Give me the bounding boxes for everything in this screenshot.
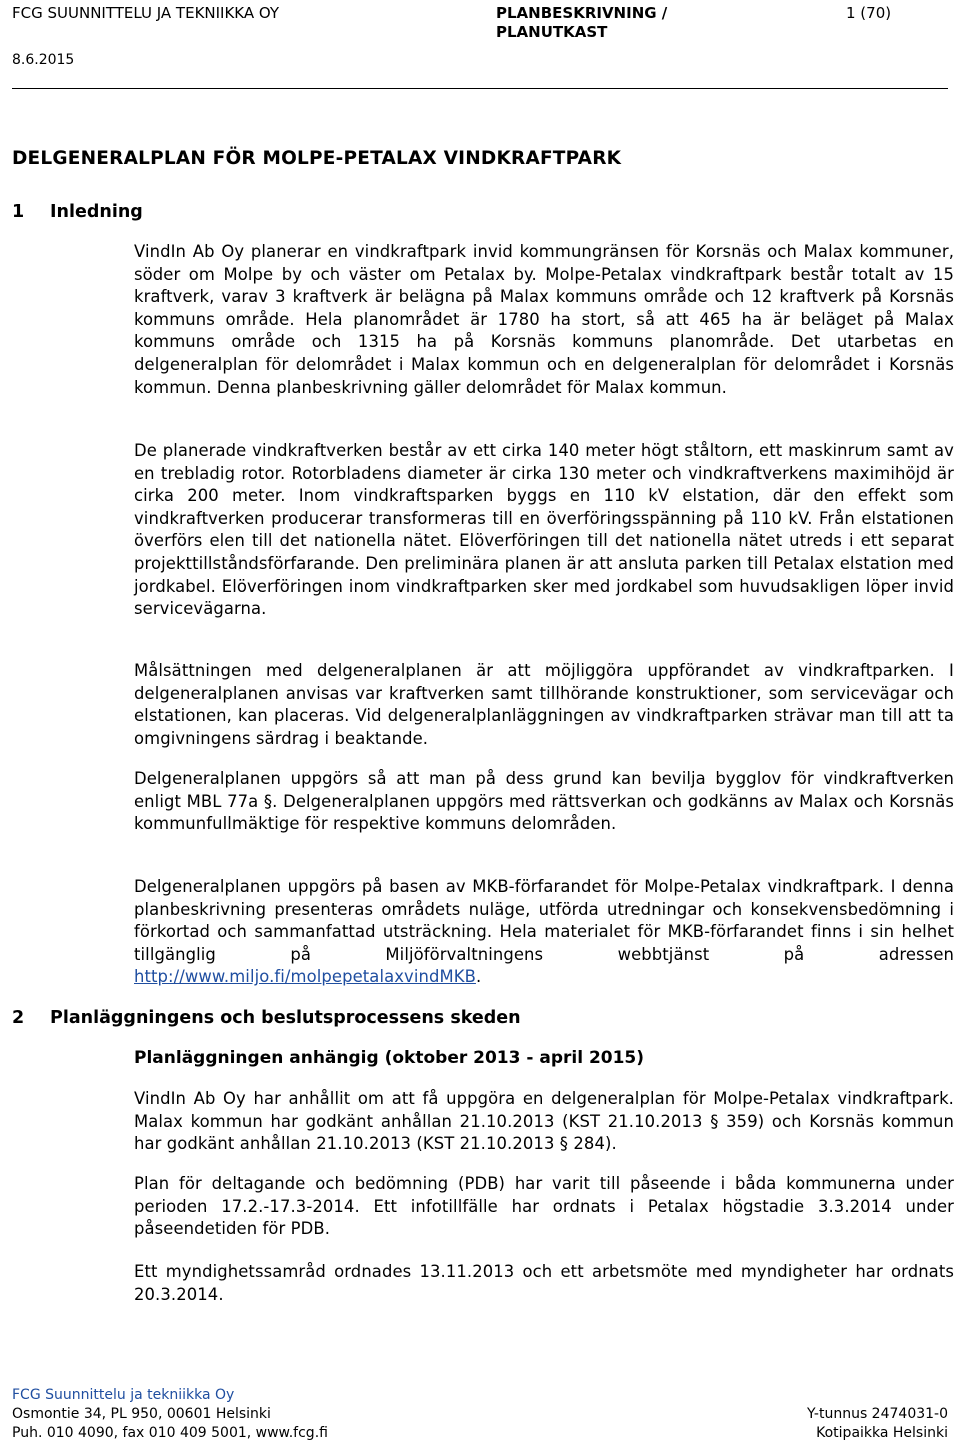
section-1-number: 1	[12, 202, 25, 222]
miljo-link[interactable]: http://www.miljo.fi/molpepetalaxvindMKB	[134, 967, 476, 987]
header-doc-type-line1: PLANBESKRIVNING /	[496, 4, 668, 22]
section-1-heading	[12, 202, 143, 222]
page-footer	[12, 1386, 948, 1443]
footer-address: Osmontie 34, PL 950, 00601 Helsinki	[12, 1406, 271, 1422]
section-2-title: Planläggningens och beslutsprocessens skeden	[50, 1008, 521, 1028]
page-header	[0, 0, 960, 92]
footer-domicile: Kotipaikka Helsinki	[816, 1425, 948, 1441]
section-2-number: 2	[12, 1008, 25, 1028]
header-date: 8.6.2015	[12, 52, 75, 68]
footer-business-id: Y-tunnus 2474031-0	[807, 1406, 948, 1422]
header-company: FCG SUUNNITTELU JA TEKNIIKKA OY	[12, 4, 280, 22]
section-1-paragraph-2: De planerade vindkraftverken består av ett cirka 140 meter högt ståltorn, ett maskinrum samt av en trebladig rotor. Rotorbladens diameter är cirka 130 meter och vindkraftverkens maximihöjd är cirka 200 meter. Inom vindkraftsparken byggs en 110 kV elstation, där den effekt som vindkraftverken producerar transformeras till en överföringsspänning på 110 kV. Från elstationen överförs elen till det nationella nätet. Elöverföringen till det nationella nätet utreds i ett separat projekttillståndsförfarande. Den preliminära planen är att ansluta parken till Petalax elstation med jordkabel. Elöverföringen inom vindkraftparken sker med jordkabel som huvudsakligen löper invid servicevägarna.	[134, 441, 954, 619]
section-2-heading	[12, 1008, 521, 1028]
section-2-paragraph-2: Plan för deltagande och bedömning (PDB) har varit till påseende i båda kommunerna under perioden 17.2.-17.3-2014. Ett infotillfälle har ordnats i Petalax högstadie 3.3.2014 under påseendetiden för PDB.	[134, 1174, 954, 1239]
footer-company: FCG Suunnittelu ja tekniikka Oy	[12, 1387, 235, 1403]
section-2-paragraph-1: VindIn Ab Oy har anhållit om att få uppgöra en delgeneralplan för Molpe-Petalax vindkraftpark. Malax kommun har godkänt anhållan 21.10.2013 (KST 21.10.2013 § 359) och Korsnäs kommun har godkänt anhållan 21.10.2013 (KST 21.10.2013 § 284).	[134, 1089, 954, 1154]
header-doc-type-line2: PLANUTKAST	[496, 23, 608, 41]
section-1-paragraph-5	[134, 876, 954, 989]
section-1-paragraph-3: Målsättningen med delgeneralplanen är att möjliggöra uppförandet av vindkraftparken. I delgeneralplanen anvisas var kraftverken samt tillhörande konstruktioner, som servicevägar och elstationen, kan placeras. Vid delgeneralplanläggningen av vindkraftparken strävar man till att ta omgivningens särdrag i beaktande.	[134, 661, 954, 748]
section-2-paragraph-3: Ett myndighetssamråd ordnades 13.11.2013 och ett arbetsmöte med myndigheter har ordnats 20.3.2014.	[134, 1262, 954, 1304]
header-divider	[12, 88, 948, 89]
document-title: DELGENERALPLAN FÖR MOLPE-PETALAX VINDKRAFTPARK	[12, 148, 622, 169]
section-2-subheading: Planläggningen anhängig (oktober 2013 - april 2015)	[134, 1048, 645, 1068]
section-1-title: Inledning	[50, 202, 143, 222]
section-1-paragraph-1: VindIn Ab Oy planerar en vindkraftpark invid kommungränsen för Korsnäs och Malax kommuner, söder om Molpe by och väster om Petalax by. Molpe-Petalax vindkraftpark består totalt av 15 kraftverk, varav 3 kraftverk är belägna på Malax kommuns område och 12 kraftverk på Korsnäs kommuns område. Hela planområdet är 1780 ha stort, så att 465 ha är beläget på Malax kommuns område och 1315 ha på Korsnäs kommuns planområde. Det utarbetas en delgeneralplan för delområdet i Malax kommun och en delgeneralplan för delområdet i Korsnäs kommun. Denna planbeskrivning gäller delområdet för Malax kommun.	[134, 242, 954, 397]
footer-phone: Puh. 010 4090, fax 010 409 5001, www.fcg.fi	[12, 1425, 328, 1441]
section-1-paragraph-4: Delgeneralplanen uppgörs så att man på dess grund kan bevilja bygglov för vindkraftverken enligt MBL 77a §. Delgeneralplanen uppgörs med rättsverkan och godkänns av Malax och Korsnäs kommunfullmäktige för respektive kommuns delområden.	[134, 769, 954, 834]
paragraph-5-end: .	[475, 967, 482, 987]
paragraph-5-text: Delgeneralplanen uppgörs på basen av MKB-förfarandet för Molpe-Petalax vindkraftpark. I denna planbeskrivning presenteras områdets nuläge, utförda utredningar och konsekvensbedömning i förkortad och sammanfattad utsträckning. Hela materialet för MKB-förfarandet finns i sin helhet tillgänglig på Miljöförvaltningens webbtjänst på adressen	[134, 877, 954, 964]
header-page-number: 1 (70)	[846, 4, 892, 22]
header-document-type	[496, 4, 667, 42]
